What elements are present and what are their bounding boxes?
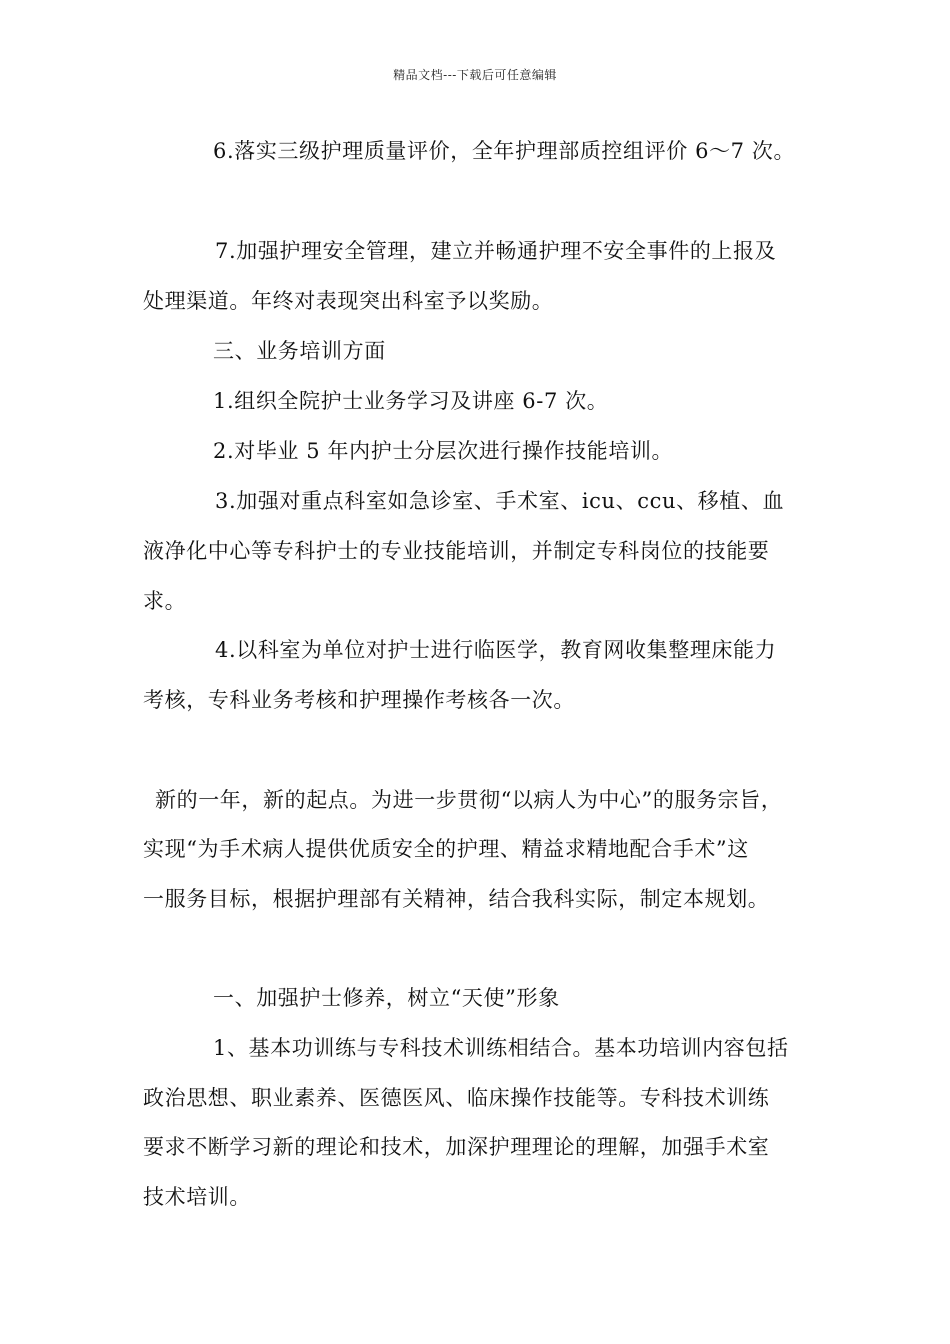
text-line: 求。 — [143, 589, 187, 613]
text-line: 4.以科室为单位对护士进行临医学，教育网收集整理床能力 — [215, 638, 777, 662]
text-line: 6.落实三级护理质量评价，全年护理部质控组评价 6～7 次。 — [213, 139, 796, 163]
section-heading: 一、加强护士修养，树立“天使”形象 — [213, 986, 560, 1010]
text-line: 一服务目标，根据护理部有关精神，结合我科实际，制定本规划。 — [143, 887, 770, 911]
text-line: 3.加强对重点科室如急诊室、手术室、icu、ccu、移植、血 — [215, 489, 785, 513]
text-line: 液净化中心等专科护士的专业技能培训，并制定专科岗位的技能要 — [143, 539, 770, 563]
text-line: 新的一年，新的起点。为进一步贯彻“以病人为中心”的服务宗旨， — [155, 788, 783, 812]
text-line: 2.对毕业 5 年内护士分层次进行操作技能培训。 — [213, 439, 674, 463]
section-heading: 三、业务培训方面 — [213, 339, 386, 363]
text-line: 政治思想、职业素养、医德医风、临床操作技能等。专科技术训练 — [143, 1086, 770, 1110]
text-line: 实现“为手术病人提供优质安全的护理、精益求精地配合手术”这 — [143, 837, 749, 861]
text-line: 技术培训。 — [143, 1185, 251, 1209]
text-line: 1.组织全院护士业务学习及讲座 6-7 次。 — [213, 389, 609, 413]
text-line: 处理渠道。年终对表现突出科室予以奖励。 — [143, 289, 554, 313]
page-header: 精品文档---下载后可任意编辑 — [393, 68, 557, 82]
text-line: 要求不断学习新的理论和技术，加深护理理论的理解，加强手术室 — [143, 1135, 770, 1159]
text-line: 考核，专科业务考核和护理操作考核各一次。 — [143, 688, 575, 712]
text-line: 1、基本功训练与专科技术训练相结合。基本功培训内容包括 — [213, 1036, 789, 1060]
text-line: 7.加强护理安全管理，建立并畅通护理不安全事件的上报及 — [215, 239, 777, 263]
